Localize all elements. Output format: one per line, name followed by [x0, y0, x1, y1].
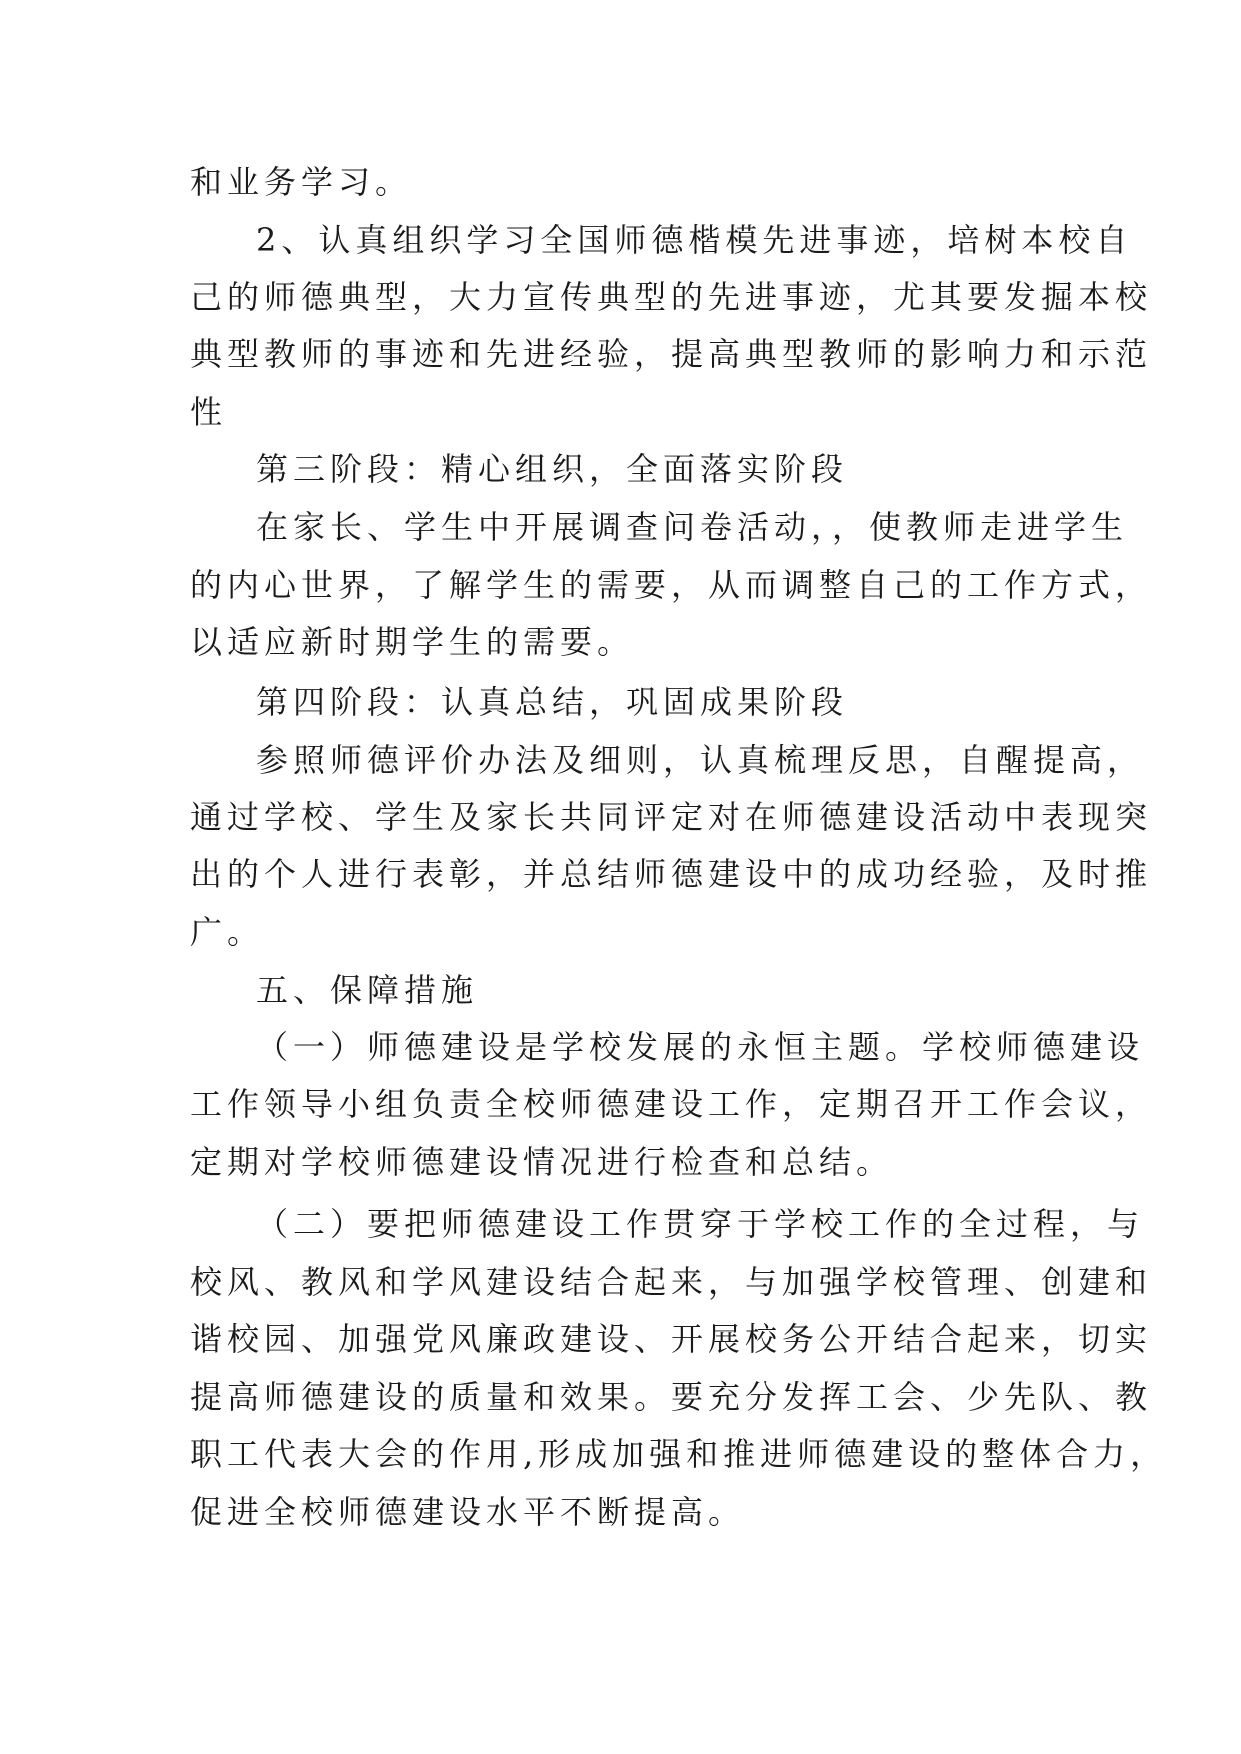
text-line: 以适应新时期学生的需要。: [190, 623, 635, 661]
text-line: 工作领导小组负责全校师德建设工作，定期召开工作会议，: [190, 1085, 1153, 1123]
text-line: 己的师德典型，大力宣传典型的先进事迹，尤其要发掘本校: [190, 278, 1153, 316]
text-line: 广。: [190, 913, 265, 951]
text-line: 定期对学校师德建设情况进行检查和总结。: [190, 1143, 894, 1181]
text-line: 通过学校、学生及家长共同评定对在师德建设活动中表现突: [190, 798, 1153, 836]
text-line: （二）要把师德建设工作贯穿于学校工作的全过程，与: [256, 1205, 1145, 1243]
text-line: 的内心世界，了解学生的需要，从而调整自己的工作方式，: [190, 566, 1153, 604]
text-line: 提高师德建设的质量和效果。要充分发挥工会、少先队、教: [190, 1378, 1153, 1416]
text-line: 促进全校师德建设水平不断提高。: [190, 1493, 746, 1531]
text-line: （一）师德建设是学校发展的永恒主题。学校师德建设: [256, 1028, 1145, 1066]
text-line: 2、认真组织学习全国师德楷模先进事迹，培树本校自: [256, 221, 1133, 259]
text-line: 典型教师的事迹和先进经验，提高典型教师的影响力和示范: [190, 335, 1153, 373]
text-line: 参照师德评价办法及细则，认真梳理反思，自醒提高，: [256, 741, 1145, 779]
text-line: 谐校园、加强党风廉政建设、开展校务公开结合起来，切实: [190, 1320, 1153, 1358]
text-line: 和业务学习。: [190, 163, 413, 201]
text-line: 出的个人进行表彰，并总结师德建设中的成功经验，及时推: [190, 855, 1153, 893]
text-line: 校风、教风和学风建设结合起来，与加强学校管理、创建和: [190, 1263, 1153, 1301]
text-line: 第三阶段：精心组织，全面落实阶段: [256, 450, 849, 488]
text-line: 第四阶段：认真总结，巩固成果阶段: [256, 683, 849, 721]
text-line: 职工代表大会的作用,形成加强和推进师德建设的整体合力，: [190, 1435, 1168, 1473]
text-line: 性: [190, 393, 228, 431]
text-line: 五、保障措施: [256, 971, 479, 1009]
text-line: 在家长、学生中开展调查问卷活动，，使教师走进学生: [256, 508, 1129, 546]
